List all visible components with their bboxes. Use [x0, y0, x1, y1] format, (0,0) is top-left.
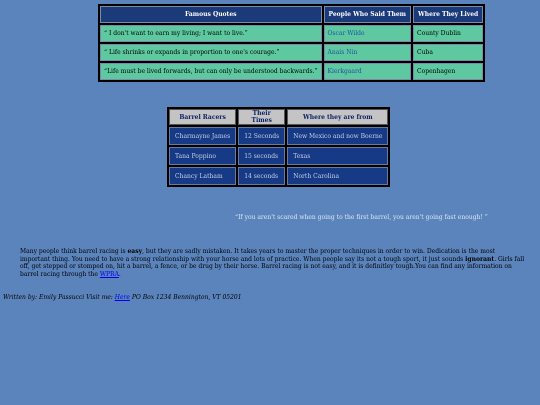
quotes-table-header-row [100, 6, 483, 23]
person-cell [324, 44, 412, 61]
quotes-table [98, 4, 485, 82]
person-link[interactable]: Kierkgaard [327, 68, 362, 75]
header-barrel-racers: Barrel Racers [169, 109, 236, 125]
paragraph-bold-ignorant: ignorant [465, 255, 495, 263]
racer-from-cell: North Carolina [287, 167, 388, 185]
header-their-times: Their Times [238, 109, 285, 125]
header-famous-quotes: Famous Quotes [100, 6, 322, 23]
barrel-quote: “If you aren't scared when going to the first barrel, you aren't going fast enough! ” [235, 214, 488, 221]
racer-name-cell: Tana Poppino [169, 147, 236, 165]
header-people: People Who Said Them [324, 6, 412, 23]
paragraph-text: , but they are sadly mistaken. It takes years to master the proper techniques in order to win. Dedication is the most important thing. You need to have a strong relationship with your horse and lots of practice. When people say its not a tough sport, it just sounds [20, 248, 496, 263]
racer-time-cell: 15 seconds [238, 147, 285, 165]
table-row [169, 147, 388, 165]
quote-cell: “ Life shrinks or expands in proportion to one's courage.” [100, 44, 322, 61]
place-cell: County Dublin [413, 25, 483, 42]
table-row [100, 25, 483, 42]
header-where-lived: Where They Lived [413, 6, 483, 23]
paragraph-text: Many people think barrel racing is [20, 248, 128, 255]
footer-prefix: Written by: Emily Passucci Visit me: [3, 294, 115, 301]
visit-me-link[interactable]: Here [114, 294, 130, 301]
quote-cell: “Life must be lived forwards, but can only be understood backwards.” [100, 63, 322, 80]
paragraph-bold-easy: easy [127, 248, 143, 255]
racer-time-cell: 12 Seconds [238, 127, 285, 145]
barrel-racing-paragraph [20, 248, 525, 278]
racer-from-cell: New Mexico and now Boerne [287, 127, 388, 145]
person-link[interactable]: Oscar Wilde [327, 30, 365, 37]
racers-table-header-row [169, 109, 388, 125]
table-row [100, 63, 483, 80]
person-cell [324, 25, 412, 42]
person-link[interactable]: Anais Nin [327, 49, 358, 56]
footer-signature [3, 294, 242, 301]
place-cell: Copenhagen [413, 63, 483, 80]
racer-name-cell: Charmayne James [169, 127, 236, 145]
paragraph-text: . [118, 270, 121, 278]
table-row [169, 127, 388, 145]
wpra-link[interactable]: WPRA [99, 270, 119, 278]
table-row [100, 44, 483, 61]
racer-name-cell: Chancy Latham [169, 167, 236, 185]
racer-from-cell: Texas [287, 147, 388, 165]
barrel-racers-table [167, 107, 390, 187]
quote-cell: “ I don't want to earn my living; I want to live.” [100, 25, 322, 42]
racer-time-cell: 14 seconds [238, 167, 285, 185]
footer-address: PO Box 1234 Bennington, VT 05201 [129, 294, 242, 301]
header-where-from: Where they are from [287, 109, 388, 125]
table-row [169, 167, 388, 185]
person-cell [324, 63, 412, 80]
paragraph-text: . Girls fall off, get stepped or stomped on, hit a barrel, a fence, or be drug by their horse. Barrel racing is not easy, and it is definitley tough.You can find any information on barrel racing through the [20, 255, 525, 278]
place-cell: Cuba [413, 44, 483, 61]
